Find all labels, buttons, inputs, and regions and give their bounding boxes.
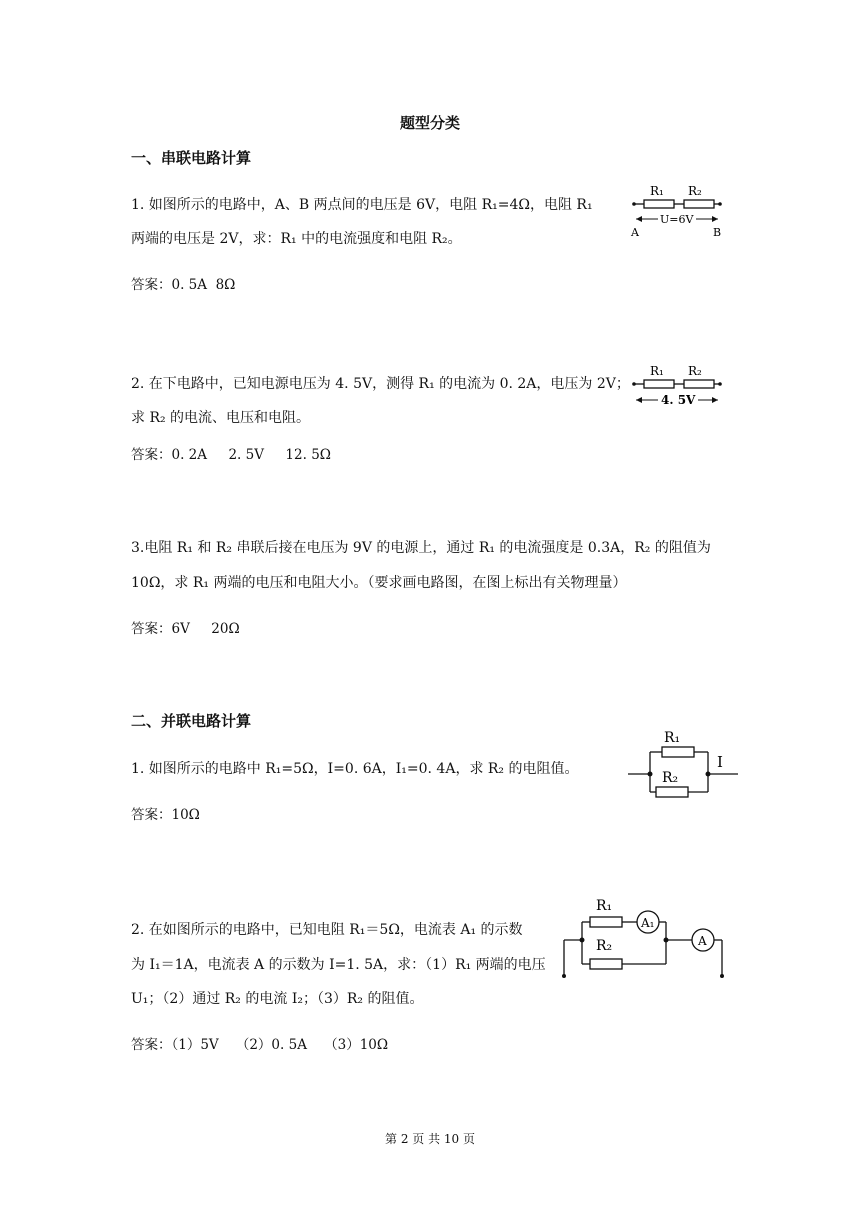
fig1-r2-resistor	[684, 200, 714, 208]
fig1-voltage-label: U=6V	[660, 213, 694, 226]
parallel-circuit-figure-1	[624, 722, 744, 804]
fig3-r1-resistor	[662, 747, 694, 757]
s2-q2-line3: U₁；（2）通过 R₂ 的电流 I₂；（3）R₂ 的阻值。	[131, 991, 424, 1007]
s1-q2-line1: 2. 在下电路中，已知电源电压为 4. 5V，测得 R₁ 的电流为 0. 2A，电压为 2V；	[131, 376, 630, 392]
s1-q1-line2: 两端的电压是 2V，求：R₁ 中的电流强度和电阻 R₂。	[131, 231, 462, 247]
fig3-r1-label: R₁	[664, 730, 681, 746]
fig2-voltage-label: 4. 5V	[661, 393, 696, 407]
s1-q2-answer: 答案：0. 2A 2. 5V 12. 5Ω	[131, 447, 331, 463]
s2-q2-line2: 为 I₁＝1A，电流表 A 的示数为 I=1. 5A，求：（1）R₁ 两端的电压	[131, 957, 546, 973]
s2-q1-answer: 答案：10Ω	[131, 807, 200, 823]
fig1-point-a: A	[631, 226, 639, 238]
fig3-current-label: I	[717, 753, 723, 771]
fig3-r2-resistor	[656, 787, 688, 797]
fig2-r2-label: R₂	[688, 364, 702, 378]
page-footer: 第 2 页 共 10 页	[385, 1132, 475, 1146]
fig4-r1-resistor	[590, 917, 622, 927]
s2-q2-line1: 2. 在如图所示的电路中，已知电阻 R₁＝5Ω，电流表 A₁ 的示数	[131, 922, 523, 938]
s1-q3-line1: 3.电阻 R₁ 和 R₂ 串联后接在电压为 9V 的电源上，通过 R₁ 的电流强度是 0.3A，R₂ 的阻值为	[131, 540, 711, 556]
fig3-r2-label: R₂	[662, 770, 679, 786]
fig4-r2-resistor	[590, 959, 622, 969]
s1-q1-line1: 1. 如图所示的电路中，A、B 两点间的电压是 6V，电阻 R₁=4Ω，电阻 R₁	[131, 197, 593, 213]
s1-q3-line2: 10Ω，求 R₁ 两端的电压和电阻大小。（要求画电路图，在图上标出有关物理量）	[131, 575, 627, 591]
s1-q2-line2: 求 R₂ 的电流、电压和电阻。	[131, 410, 311, 426]
fig1-r1-resistor	[644, 200, 674, 208]
fig1-r2-label: R₂	[688, 184, 702, 198]
fig2-r1-resistor	[644, 380, 674, 388]
fig4-r2-label: R₂	[596, 938, 613, 954]
fig1-point-b: B	[713, 226, 722, 238]
series-circuit-figure-2	[628, 360, 728, 408]
fig2-r1-label: R₁	[650, 364, 664, 378]
parallel-circuit-figure-2	[556, 888, 736, 980]
fig2-r2-resistor	[684, 380, 714, 388]
fig4-a-label: A	[698, 934, 707, 948]
s1-q1-answer: 答案：0. 5A 8Ω	[131, 277, 236, 293]
section-heading-series: 一、串联电路计算	[131, 149, 252, 167]
fig4-a1-label: A₁	[641, 916, 655, 930]
s2-q1-line1: 1. 如图所示的电路中 R₁=5Ω，I=0. 6A，I₁=0. 4A，求 R₂ 的电阻值。	[131, 761, 579, 777]
page-title: 题型分类	[399, 114, 460, 132]
s2-q2-answer: 答案：（1）5V （2）0. 5A （3）10Ω	[131, 1037, 389, 1053]
s1-q3-answer: 答案：6V 20Ω	[131, 621, 240, 637]
section-heading-parallel: 二、并联电路计算	[131, 712, 252, 730]
series-circuit-figure-1	[628, 180, 728, 238]
fig4-r1-label: R₁	[596, 898, 613, 914]
fig1-r1-label: R₁	[650, 184, 664, 198]
